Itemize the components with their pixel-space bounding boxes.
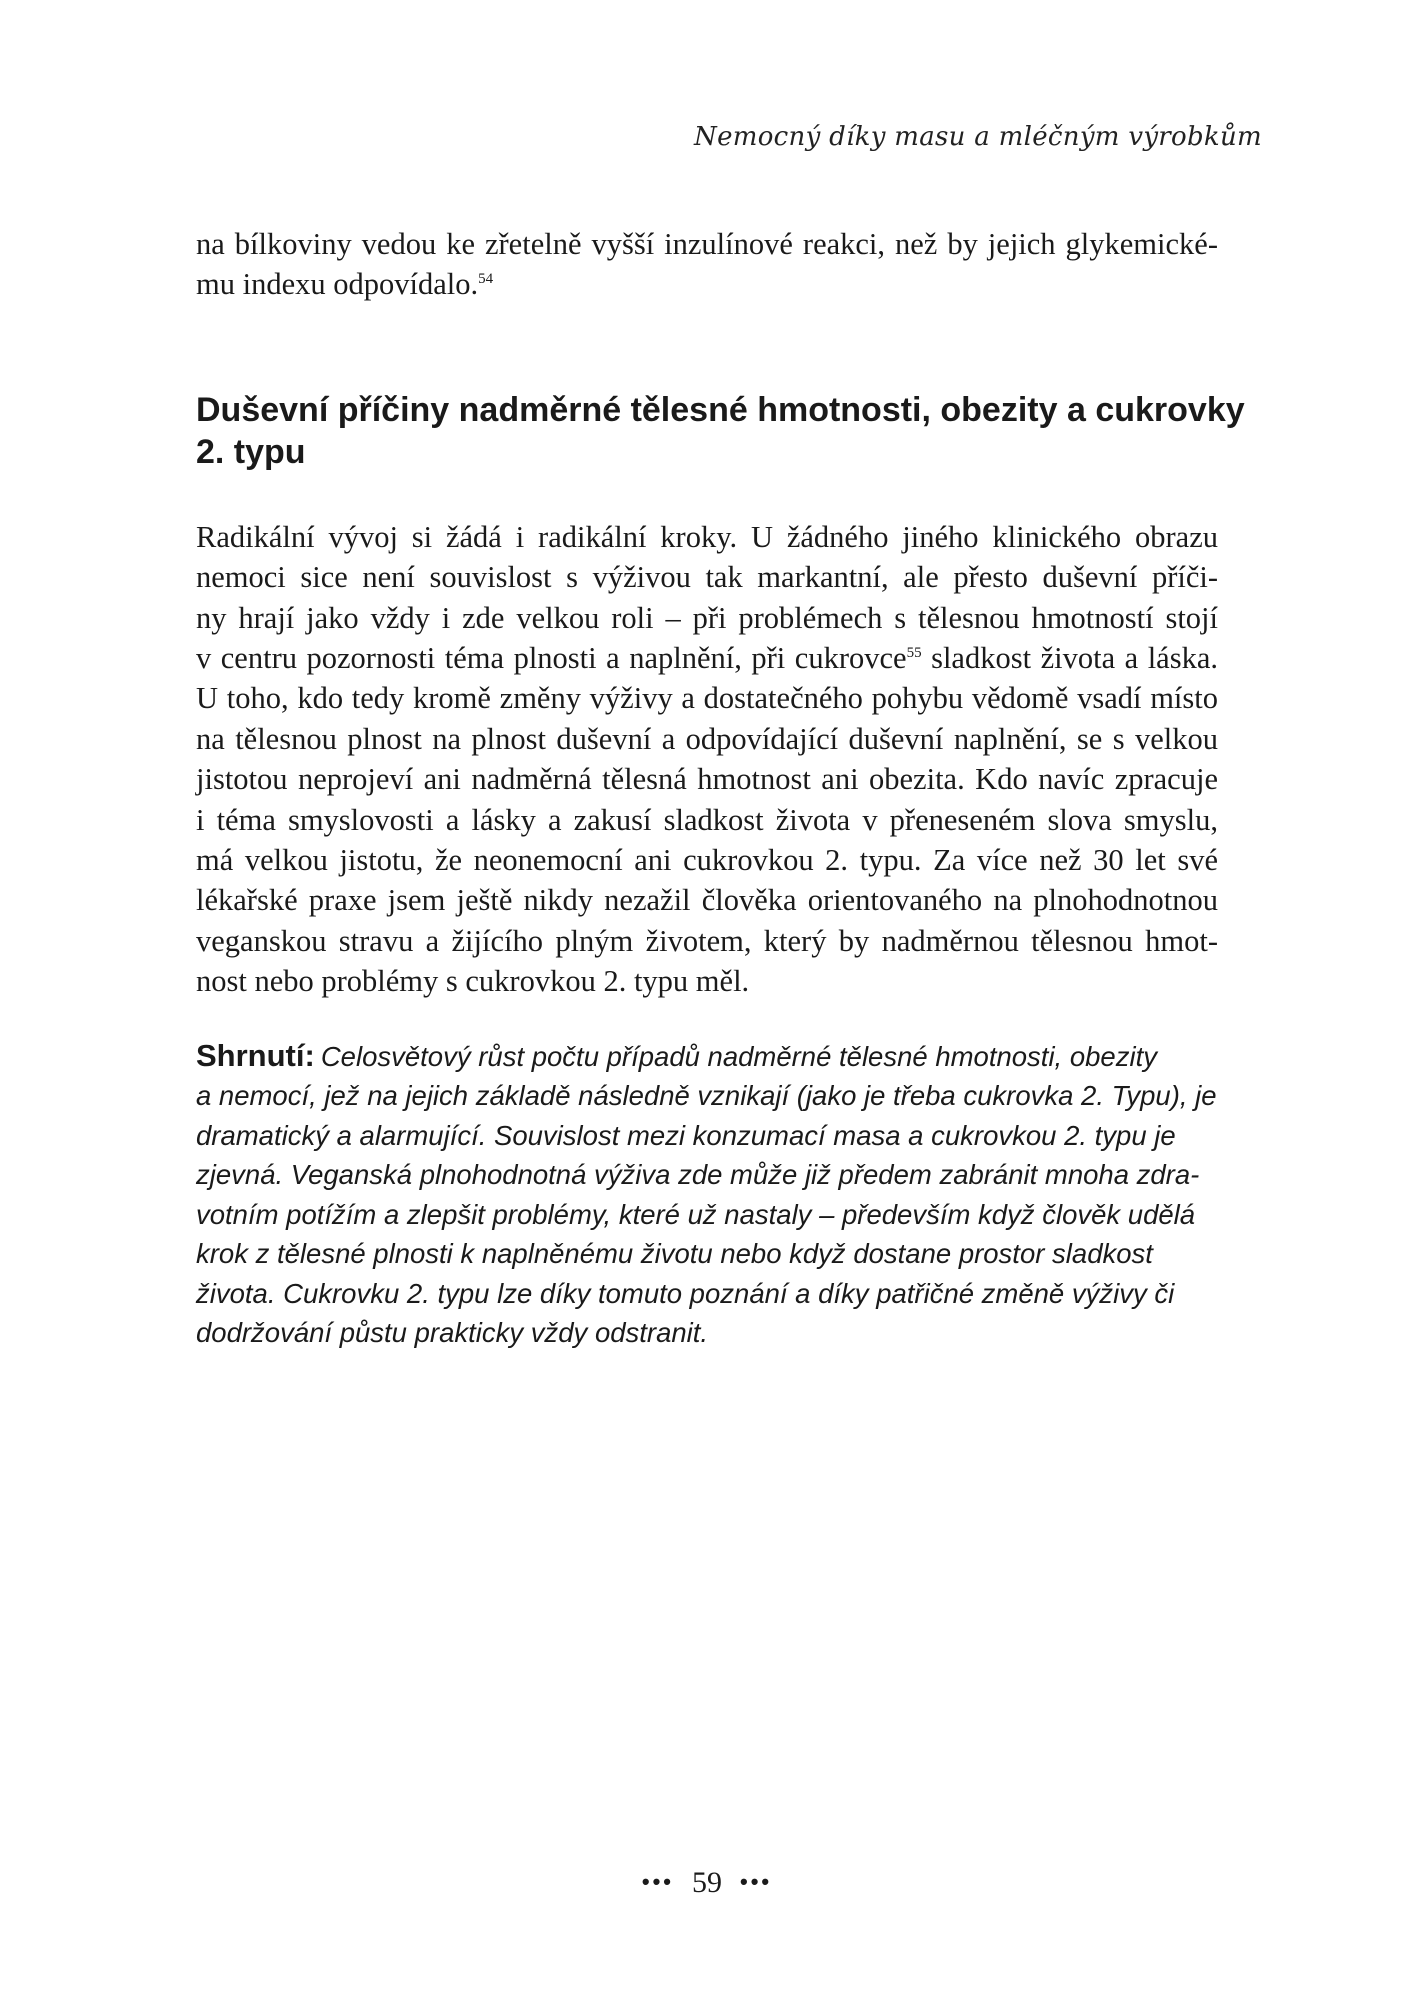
body-line: Radikální vývoj si žádá i radikální kroky. U žádného jiného klinického obrazu — [196, 519, 1218, 554]
intro-line-1: na bílkoviny vedou ke zřetelně vyšší inzulínové reakci, než by jejich glykemické- — [196, 227, 1218, 261]
page-number: 59 — [692, 1866, 722, 1899]
summary-line: votním potížím a zlepšit problémy, které už nastaly – především když člověk udělá — [196, 1198, 1196, 1230]
footnote-ref-54[interactable]: 54 — [478, 271, 494, 288]
summary-line: krok z tělesné plnosti k naplněnému životu nebo když dostane prostor sladkost — [196, 1238, 1153, 1270]
body-line-text: sladkost života a láska. — [921, 641, 1218, 676]
footer-dots-left: ••• — [641, 1869, 674, 1894]
page-footer — [0, 1866, 1414, 1900]
summary-line-first — [196, 1036, 1218, 1077]
summary-text: Celosvětový růst počtu případů nadměrné tělesné hmotnosti, obezity — [320, 1040, 1157, 1072]
body-line: na tělesnou plnost na plnost duševní a odpovídající duševní naplnění, se s velkou — [196, 721, 1218, 756]
section-heading-line-2: 2. typu — [196, 432, 306, 471]
body-line: ny hrají jako vždy i zde velkou roli – při problémech s tělesnou hmotností stojí — [196, 600, 1218, 635]
body-line-last: nost nebo problémy s cukrovkou 2. typu měl. — [196, 964, 750, 999]
summary-line: a nemocí, jež na jejich základě následně vznikají (jako je třeba cukrovka 2. Typu), je — [196, 1080, 1217, 1112]
body-line: veganskou stravu a žijícího plným životem, který by nadměrnou tělesnou hmot- — [196, 923, 1218, 958]
summary-label: Shrnutí: — [196, 1037, 315, 1073]
body-line: lékařské praxe jsem ještě nikdy nezažil člověka orientovaného na plnohodnotnou — [196, 883, 1218, 918]
section-body — [196, 517, 1218, 1002]
body-line-with-footnote — [196, 638, 1218, 678]
summary-line: dramatický a alarmující. Souvislost mezi konzumací masa a cukrovkou 2. typu je — [196, 1119, 1176, 1151]
summary-box — [196, 1036, 1218, 1353]
summary-line: života. Cukrovku 2. typu lze díky tomuto poznání a díky patřičné změně výživy či — [196, 1277, 1175, 1309]
section-heading — [196, 389, 1245, 473]
body-line: nemoci sice není souvislost s výživou tak markantní, ale přesto duševní příči- — [196, 560, 1218, 595]
page-content — [196, 224, 1245, 1353]
body-line: jistotou neprojeví ani nadměrná tělesná hmotnost ani obezita. Kdo navíc zpracuje — [196, 762, 1218, 797]
section-heading-line-1: Duševní příčiny nadměrné tělesné hmotnosti, obezity a cukrovky — [196, 390, 1245, 429]
intro-line-2 — [196, 264, 1218, 304]
summary-line: zjevná. Veganská plnohodnotná výživa zde může již předem zabránit mnoha zdra- — [196, 1159, 1200, 1191]
footer-dots-right: ••• — [740, 1869, 773, 1894]
intro-line-2-text: mu indexu odpovídalo. — [196, 267, 479, 302]
body-line: U toho, kdo tedy kromě změny výživy a dostatečného pohybu vědomě vsadí místo — [196, 681, 1218, 716]
body-line-text: v centru pozornosti téma plnosti a naplnění, při cukrovce — [196, 641, 907, 676]
summary-line: dodržování půstu prakticky vždy odstranit. — [196, 1317, 709, 1349]
body-line: má velkou jistotu, že neonemocní ani cukrovkou 2. typu. Za více než 30 let své — [196, 843, 1218, 878]
body-line: i téma smyslovosti a lásky a zakusí sladkost života v přeneseném slova smyslu, — [196, 802, 1218, 837]
footnote-ref-55[interactable]: 55 — [906, 644, 922, 661]
running-header: Nemocný díky masu a mléčným výrobkům — [694, 122, 1262, 152]
